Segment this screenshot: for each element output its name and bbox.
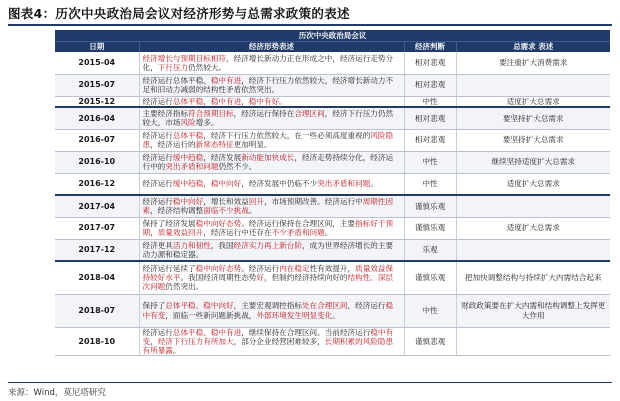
text-segment: 。经济运行 bbox=[241, 264, 280, 274]
header-text: 经济形势表述 bbox=[139, 41, 404, 52]
highlighted-phrase: 回升 bbox=[248, 197, 264, 207]
cell-judgement: 中性 bbox=[404, 151, 456, 173]
cell-judgement: 谨慎乐观 bbox=[404, 261, 456, 294]
text-segment: 保持了 bbox=[142, 301, 166, 311]
text-segment: ，经济运行保持在 bbox=[233, 109, 295, 119]
highlighted-phrase: 内在稳定 bbox=[279, 264, 310, 274]
text-segment: ，我国 bbox=[210, 240, 234, 250]
text-segment: 。 bbox=[332, 310, 340, 320]
cell-date: 2018-04 bbox=[55, 261, 139, 294]
cell-date: 2016-10 bbox=[55, 151, 139, 173]
cell-date: 2018-10 bbox=[55, 327, 139, 355]
text-segment: 经济运行 bbox=[142, 197, 173, 207]
highlighted-phrase: 下行压力 bbox=[157, 62, 189, 72]
header-demand: 总需求 表述 bbox=[456, 41, 610, 52]
text-segment: 高度重视的 bbox=[332, 130, 371, 140]
table-banner: 历次中央政治局会议 bbox=[55, 30, 610, 41]
cell-judgement: 中性 bbox=[404, 173, 456, 195]
highlighted-phrase: 活力和韧性 bbox=[172, 240, 211, 250]
header-date: 日期 bbox=[55, 41, 139, 52]
text-segment: ， bbox=[324, 109, 333, 119]
highlighted-phrase: 总体平稳、稳中有进 bbox=[172, 327, 242, 337]
text-segment: ，经济运行中还存在 bbox=[203, 228, 272, 237]
cell-judgement: 相对悲观 bbox=[404, 129, 456, 151]
cell-demand-policy: 继续坚持适度扩大总需求 bbox=[456, 151, 610, 173]
highlighted-phrase: 经济下行压力有所加大 bbox=[157, 336, 234, 346]
table-row bbox=[55, 195, 610, 217]
cell-demand-policy: 适度扩大总需求 bbox=[456, 96, 610, 107]
text-segment: 更加明显。 bbox=[233, 140, 272, 149]
cell-judgement: 谨慎悲观 bbox=[404, 327, 456, 355]
text-segment: 经济下行压力仍然较大，市场 bbox=[142, 109, 394, 128]
title-rule bbox=[8, 24, 612, 26]
highlighted-phrase: 质量效益回升 bbox=[157, 228, 204, 237]
highlighted-phrase: 稳中向好 bbox=[172, 197, 204, 207]
table-row bbox=[55, 239, 610, 261]
table-row bbox=[55, 217, 610, 239]
highlighted-phrase: 指标好于预期 bbox=[142, 218, 394, 237]
text-segment: ，经济下行压力依然较大， bbox=[241, 75, 333, 85]
text-segment: 面临一些新问题新挑战， bbox=[172, 310, 257, 320]
cell-economic-text bbox=[139, 217, 404, 239]
cell-date: 2015-07 bbox=[55, 74, 139, 96]
text-segment: 经济增长新动力不足和旧动力减弱的结构性矛盾依然突出。 bbox=[142, 75, 394, 94]
text-segment: ，经济走势 bbox=[294, 152, 333, 162]
text-segment: 主要经济指标 bbox=[142, 109, 189, 119]
highlighted-phrase: 总体平稳 bbox=[172, 130, 204, 140]
text-segment: 经济发展中仍 bbox=[248, 179, 295, 189]
text-segment: ，经济增长新动力正在形成之中， bbox=[226, 53, 340, 63]
cell-demand-policy bbox=[456, 327, 610, 355]
cell-demand-policy bbox=[456, 74, 610, 96]
table-row bbox=[55, 151, 610, 173]
highlighted-phrase: 稳中向好态势 bbox=[195, 264, 242, 274]
table-row bbox=[55, 96, 610, 107]
text-segment: 仍然不少。 bbox=[218, 162, 257, 171]
highlighted-phrase: 外部环境发生明显变化 bbox=[256, 310, 333, 320]
text-segment: 。 bbox=[172, 345, 181, 355]
text-segment: ，经济运行的 bbox=[150, 140, 196, 149]
highlighted-phrase: 缓中趋稳 bbox=[172, 152, 204, 162]
cell-economic-text bbox=[139, 52, 404, 74]
text-segment: ， bbox=[241, 179, 249, 189]
text-segment: 经济更具 bbox=[142, 240, 173, 250]
table-row bbox=[55, 294, 610, 327]
cell-economic-text bbox=[139, 239, 404, 261]
highlighted-phrase: 新动能加快成长 bbox=[241, 152, 295, 162]
text-segment: 。 bbox=[324, 228, 333, 237]
highlighted-phrase: 突出矛盾和问题 bbox=[317, 179, 371, 189]
highlighted-phrase: 好 bbox=[256, 273, 264, 283]
cell-date: 2015-04 bbox=[55, 52, 139, 74]
cell-judgement: 相对悲观 bbox=[404, 74, 456, 96]
text-segment: ，增长和效益 bbox=[203, 197, 249, 207]
cell-economic-text bbox=[139, 327, 404, 355]
highlighted-phrase: 总体平稳、稳中向好 bbox=[165, 301, 234, 311]
source-note: 来源：Wind，莫尼塔研究 bbox=[8, 388, 106, 398]
cell-date: 2017-04 bbox=[55, 195, 139, 217]
cell-demand-policy: 要注重扩大消费需求 bbox=[456, 52, 610, 74]
cell-economic-text bbox=[139, 195, 404, 217]
figure-title: 图表4：历次中央政治局会议对经济形势与总需求政策的表述 bbox=[8, 6, 350, 21]
text-segment: ，主要宏观调控指标 bbox=[233, 301, 302, 311]
highlighted-phrase: 风险 bbox=[180, 118, 196, 128]
cell-demand-policy: 适度扩大总需求 bbox=[456, 173, 610, 195]
text-segment: 仍然突出。 bbox=[165, 282, 204, 292]
text-segment: 经济运行 bbox=[142, 179, 173, 189]
highlighted-phrase: 结构性、深层次问题 bbox=[142, 273, 394, 292]
text-segment: ，继续保持在合理区间。当前 bbox=[241, 327, 340, 337]
table-row bbox=[55, 74, 610, 96]
cell-economic-text bbox=[139, 173, 404, 195]
highlighted-phrase: 质量效益保持较好水平 bbox=[142, 264, 394, 283]
text-segment: ， bbox=[150, 336, 158, 346]
table-row bbox=[55, 327, 610, 355]
text-segment: ，但制约经济持续向好的 bbox=[264, 273, 348, 283]
cell-economic-text bbox=[139, 294, 404, 327]
text-segment: ，经济发展 bbox=[203, 152, 242, 162]
text-segment: 经营困难较多， bbox=[271, 336, 325, 346]
highlighted-phrase: 稳中有进 bbox=[210, 75, 242, 85]
cell-date: 2017-12 bbox=[55, 239, 139, 261]
text-segment: 经济运行走势分化， bbox=[142, 53, 394, 72]
text-segment: 仍然较大。 bbox=[188, 62, 227, 72]
cell-demand-policy: 财政政策要在扩大内需和结构调整上发挥更大作用 bbox=[456, 294, 610, 327]
table-banner-row bbox=[55, 30, 610, 41]
cell-judgement: 谨慎乐观 bbox=[404, 217, 456, 239]
text-segment: 经济运行 bbox=[339, 327, 371, 337]
highlighted-phrase: 缓中趋稳 bbox=[172, 179, 204, 189]
text-segment: 性有效 bbox=[309, 264, 333, 274]
cell-demand-policy: 把加快调整结构与持续扩大内需结合起来 bbox=[456, 261, 610, 294]
highlighted-phrase: 稳中向好 bbox=[210, 179, 242, 189]
text-segment: ，经济下行压力依然较大，在一些必须 bbox=[203, 130, 333, 140]
bottom-rule bbox=[8, 382, 612, 383]
cell-judgement: 相对悲观 bbox=[404, 107, 456, 129]
text-segment: 。我国经济周期性态势 bbox=[180, 273, 257, 283]
cell-judgement: 中性 bbox=[404, 294, 456, 327]
text-segment: 经济运行 bbox=[142, 130, 173, 140]
text-segment: 。 bbox=[248, 206, 257, 216]
text-segment: 持续分化，经济运行中的 bbox=[142, 152, 394, 171]
text-segment: ， bbox=[165, 310, 173, 320]
text-segment: ，经济结构调整 bbox=[150, 206, 204, 216]
text-segment: 增多。 bbox=[195, 118, 219, 128]
text-segment: 经济运行 bbox=[142, 96, 173, 106]
text-segment: 。经济运行保持在合理区间，主要 bbox=[241, 218, 356, 228]
text-segment: 经济运行 bbox=[142, 327, 173, 337]
highlighted-phrase: 稳中有变 bbox=[142, 327, 394, 346]
highlighted-phrase: 新常态特征 bbox=[195, 140, 234, 149]
highlighted-phrase: 处在合理区间 bbox=[301, 301, 348, 311]
cell-date: 2016-07 bbox=[55, 129, 139, 151]
highlighted-phrase: 合理区间 bbox=[294, 109, 325, 119]
cell-demand-policy bbox=[456, 195, 610, 217]
text-segment: ，成为世 bbox=[301, 240, 333, 250]
cell-judgement: 谨慎乐观 bbox=[404, 195, 456, 217]
text-segment: 提升， bbox=[332, 264, 356, 274]
cell-economic-text bbox=[139, 261, 404, 294]
cell-economic-text bbox=[139, 74, 404, 96]
text-segment: 经济运行 bbox=[142, 152, 173, 162]
text-segment: 临不少 bbox=[294, 179, 318, 189]
cell-judgement: 乐观 bbox=[404, 239, 456, 261]
text-segment: 界经济增长的主要动力源和稳定器。 bbox=[142, 240, 394, 259]
cell-date: 2016-04 bbox=[55, 107, 139, 129]
header-judge: 经济判断 bbox=[404, 41, 456, 52]
highlighted-phrase: 面临不少挑战 bbox=[203, 206, 249, 216]
cell-economic-text bbox=[139, 151, 404, 173]
cell-economic-text bbox=[139, 107, 404, 129]
cell-date: 2017-07 bbox=[55, 217, 139, 239]
cell-judgement: 相对悲观 bbox=[404, 52, 456, 74]
cell-demand-policy: 要坚持扩大总需求 bbox=[456, 107, 610, 129]
text-segment: 。 bbox=[370, 179, 378, 189]
text-segment: ，部分企业 bbox=[233, 336, 272, 346]
text-segment: 经济运行总体平稳、 bbox=[142, 75, 211, 85]
cell-judgement: 中性 bbox=[404, 96, 456, 107]
cell-demand-policy: 适度扩大总需求 bbox=[456, 217, 610, 239]
highlighted-phrase: 风险隐患 bbox=[142, 130, 394, 149]
table-row bbox=[55, 52, 610, 74]
text-segment: ， bbox=[150, 228, 158, 237]
highlighted-phrase: 周期性因素 bbox=[142, 197, 394, 216]
table-header-row bbox=[55, 41, 610, 52]
cell-economic-text bbox=[139, 96, 404, 107]
cell-date: 2015-12 bbox=[55, 96, 139, 107]
cell-date: 2018-07 bbox=[55, 294, 139, 327]
highlighted-phrase: 经济实力再上新台阶 bbox=[233, 240, 302, 250]
highlighted-phrase: 突出矛盾和问题 bbox=[165, 162, 219, 171]
table-row bbox=[55, 129, 610, 151]
text-segment: ， bbox=[203, 179, 211, 189]
table-row bbox=[55, 173, 610, 195]
policy-table bbox=[55, 30, 610, 356]
text-segment: 保持了经济发展 bbox=[142, 218, 196, 228]
cell-demand-policy bbox=[456, 239, 610, 261]
cell-economic-text bbox=[139, 129, 404, 151]
text-segment: 经济运行延续了 bbox=[142, 264, 196, 274]
cell-date: 2016-12 bbox=[55, 173, 139, 195]
highlighted-phrase: 总体平稳，稳中有进，稳中有好。 bbox=[172, 96, 287, 106]
text-segment: 经济运行中 bbox=[324, 197, 363, 207]
text-segment: ，经济运行 bbox=[347, 301, 386, 311]
highlighted-phrase: 符合预期目标 bbox=[188, 109, 234, 119]
highlighted-phrase: 经济增长与预期目标相符 bbox=[142, 53, 227, 63]
cell-demand-policy: 要坚持扩大总需求 bbox=[456, 129, 610, 151]
table-row bbox=[55, 107, 610, 129]
table-row bbox=[55, 261, 610, 294]
highlighted-phrase: 稳中向好态势 bbox=[195, 218, 242, 228]
highlighted-phrase: 不少矛盾和问题 bbox=[271, 228, 325, 237]
highlighted-phrase: 稳中有变 bbox=[142, 301, 394, 320]
text-segment: ，市场预期改善。 bbox=[264, 197, 325, 207]
highlighted-phrase: 长期积累的风险隐患有所暴露 bbox=[142, 336, 394, 355]
